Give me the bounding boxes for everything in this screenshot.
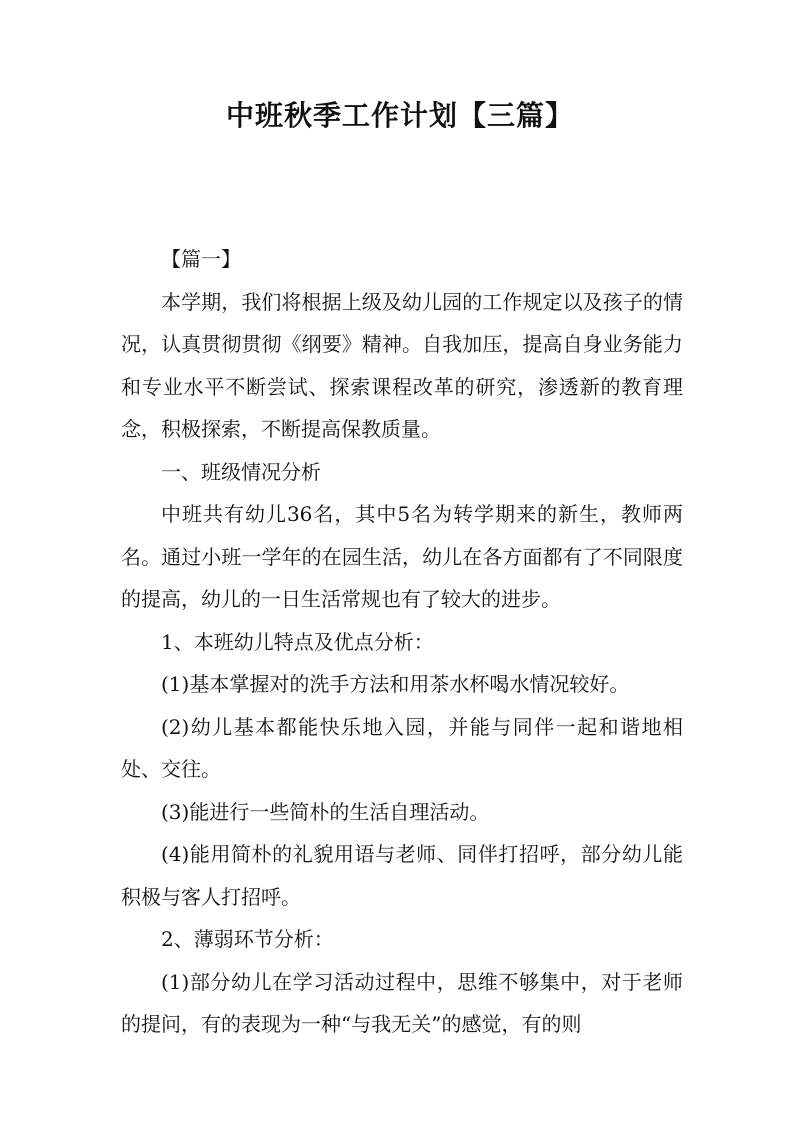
list-item-strength-1: (1)基本掌握对的洗手方法和用茶水杯喝水情况较好。	[161, 672, 630, 696]
document-body	[121, 238, 683, 1046]
list-item-strength-3: (3)能进行一些简朴的生活自理活动。	[161, 799, 490, 824]
list-item-strength-2: (2)幼儿基本都能快乐地入园，并能与同伴一起和谐地相处、交往。	[121, 714, 683, 781]
document-title: 中班秋季工作计划【三篇】	[225, 99, 574, 132]
subheading-strengths: 1、本班幼儿特点及优点分析：	[161, 629, 434, 654]
list-item-strength-4: (4)能用简朴的礼貌用语与老师、同伴打招呼，部分幼儿能积极与客人打招呼。	[121, 842, 683, 909]
intro-paragraph: 本学期，我们将根据上级及幼儿园的工作规定以及孩子的情况，认真贯彻贯彻《纲要》精神。自我加压，提高自身业务能力和专业水平不断尝试、探索课程改革的研究，渗透新的教育理念，积极探索，不断提高保教质量。	[121, 289, 683, 441]
section-heading-pian-yi: 【篇一】	[161, 247, 241, 271]
class-overview-paragraph: 中班共有幼儿36名，其中5名为转学期来的新生，教师两名。通过小班一学年的在园生活，幼儿在各方面都有了不同限度的提高，幼儿的一日生活常规也有了较大的进步。	[121, 502, 683, 611]
subheading-weaknesses: 2、薄弱环节分析：	[161, 927, 334, 951]
section-heading-class-analysis: 一、班级情况分析	[161, 459, 321, 484]
list-item-weakness-1: (1)部分幼儿在学习活动过程中，思维不够集中，对于老师的提问，有的表现为一种“与我无关”的感觉，有的则	[121, 969, 683, 1036]
